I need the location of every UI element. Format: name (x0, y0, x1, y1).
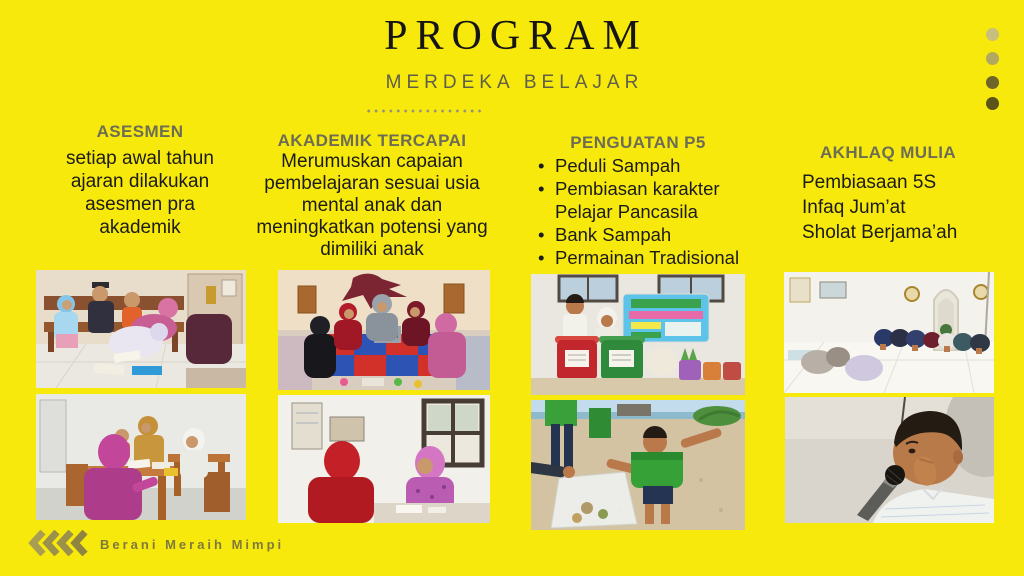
body-line: pembelajaran sesuai usia (264, 173, 480, 194)
column-body-akademik (248, 151, 496, 261)
column-heading-asesmen: ASESMEN (96, 122, 184, 141)
body-line: akademik (99, 217, 181, 238)
photo-p5-beach-cleanup (531, 400, 745, 530)
body-line: meningkatkan potensi yang (256, 217, 488, 238)
body-line: Infaq Jum’at (802, 197, 906, 218)
body-line: Pembiasaan 5S (802, 172, 937, 193)
footer-tagline: Berani Meraih Mimpi (100, 537, 285, 552)
bullet-item: • Permainan Tradisional (538, 246, 746, 269)
column-body-penguatan-p5 (538, 154, 746, 269)
bullet-item: • Pembiasan karakter Pelajar Pancasila (538, 177, 746, 223)
column-heading-akademik: AKADEMIK TERCAPAI (277, 131, 467, 150)
deco-dot-icon (986, 52, 999, 65)
dotted-divider (365, 109, 483, 113)
chevrons-left-icon (28, 530, 92, 556)
deco-dot-icon (986, 97, 999, 110)
bullet-list (538, 154, 746, 269)
body-line: Merumuskan capaian (281, 151, 463, 172)
column-heading-akhlaq-mulia: AKHLAQ MULIA (819, 143, 957, 162)
body-line: Sholat Berjama’ah (802, 222, 958, 243)
photo-akhlaq-boy-microphone (785, 397, 994, 523)
body-line: mental anak dan (301, 195, 443, 216)
body-line: setiap awal tahun (66, 148, 214, 169)
body-line: dimiliki anak (320, 239, 424, 260)
column-heading-penguatan-p5: PENGUATAN P5 (570, 133, 706, 152)
photo-akhlaq-prayer-room (784, 272, 994, 393)
page-subtitle: MERDEKA BELAJAR (385, 72, 644, 93)
photo-asesmen-study-tables (36, 394, 246, 520)
page-title: PROGRAM (384, 13, 648, 59)
column-body-akhlaq-mulia (802, 170, 997, 245)
photo-akademik-teacher-meeting (278, 270, 490, 390)
deco-dot-icon (986, 28, 999, 41)
bullet-item: • Bank Sampah (538, 223, 746, 246)
bullet-item: • Peduli Sampah (538, 154, 746, 177)
deco-dot-icon (986, 76, 999, 89)
photo-akademik-two-teachers (278, 395, 490, 523)
body-line: asesmen pra (85, 194, 195, 215)
photo-p5-waste-bins (531, 274, 745, 395)
body-line: ajaran dilakukan (70, 171, 210, 192)
photo-asesmen-home-visit (36, 270, 246, 388)
column-body-asesmen (30, 147, 250, 239)
